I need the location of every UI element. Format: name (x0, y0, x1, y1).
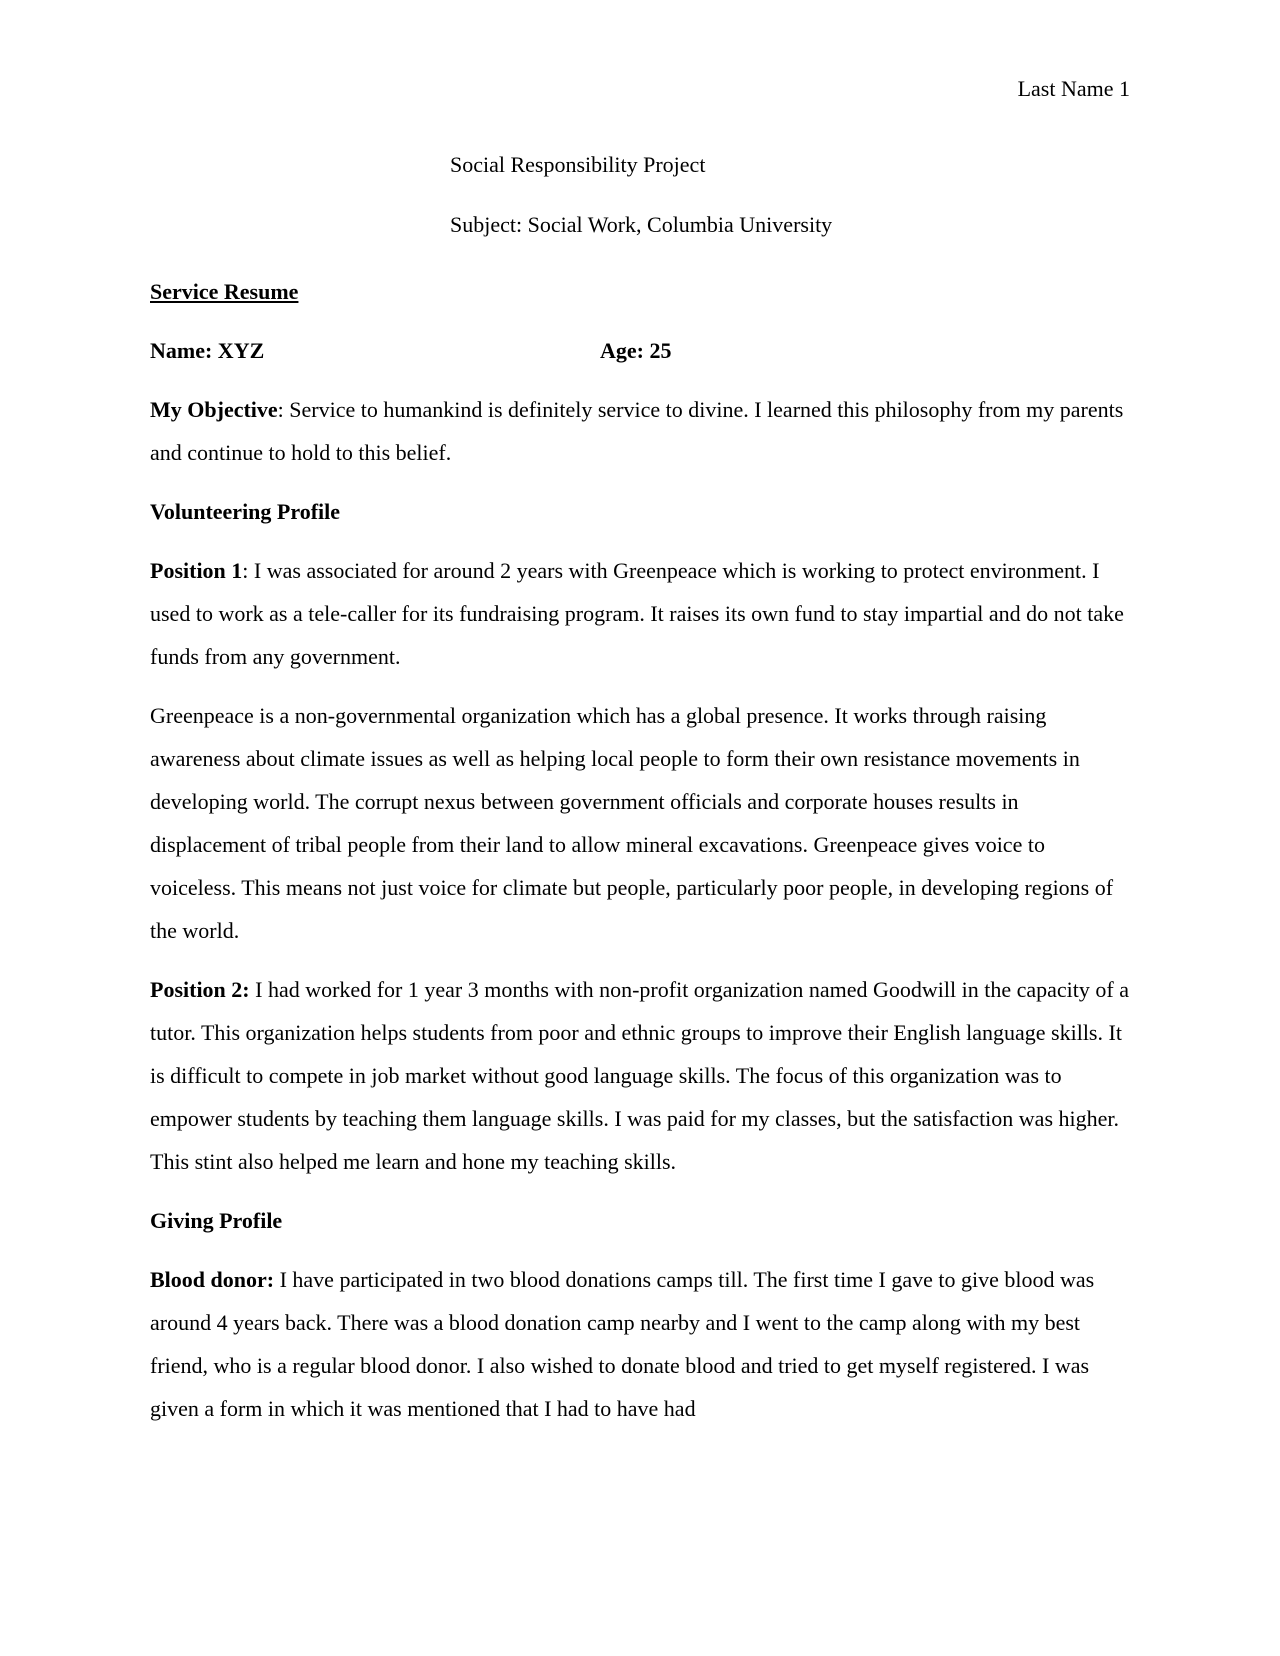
project-title: Social Responsibility Project (450, 152, 706, 177)
position1-paragraph (150, 549, 1130, 678)
position2-paragraph (150, 968, 1130, 1183)
service-resume-heading: Service Resume (150, 279, 299, 304)
greenpeace-paragraph: Greenpeace is a non-governmental organization which has a global presence. It works through raising awareness about climate issues as well as helping local people to form their own resistance movements in developing world. The corrupt nexus between government officials and corporate houses results in displacement of tribal people from their land to allow mineral excavations. Greenpeace gives voice to voiceless. This means not just voice for climate but people, particularly poor people, in developing regions of the world. (150, 703, 1114, 943)
objective-paragraph (150, 388, 1130, 474)
blood-donor-label: Blood donor: (150, 1267, 275, 1292)
objective-text: : Service to humankind is definitely service to divine. I learned this philosophy from my parents and continue to hold to this belief. (150, 397, 1124, 465)
subject-line: Subject: Social Work, Columbia University (450, 212, 833, 237)
name-field: Name: XYZ (150, 338, 265, 363)
running-header: Last Name 1 (1017, 76, 1130, 101)
age-field: Age: 25 (600, 338, 672, 363)
objective-label: My Objective (150, 397, 278, 422)
position2-text: I had worked for 1 year 3 months with non-profit organization named Goodwill in the capacity of a tutor. This organization helps students from poor and ethnic groups to improve their English language skills. It is difficult to compete in job market without good language skills. The focus of this organization was to empower students by teaching them language skills. I was paid for my classes, but the satisfaction was higher. This stint also helped me learn and hone my teaching skills. (150, 977, 1129, 1174)
name-age-row (150, 329, 1130, 372)
volunteering-heading: Volunteering Profile (150, 499, 341, 524)
position2-label: Position 2: (150, 977, 250, 1002)
position1-label: Position 1 (150, 558, 243, 583)
title-block (450, 150, 832, 270)
position1-text: : I was associated for around 2 years with Greenpeace which is working to protect environment. I used to work as a tele-caller for its fundraising program. It raises its own fund to stay impartial and do not take funds from any government. (150, 558, 1124, 669)
document-body (150, 270, 1130, 1446)
blood-donor-text: I have participated in two blood donations camps till. The first time I gave to give blood was around 4 years back. There was a blood donation camp nearby and I went to the camp along with my best friend, who is a regular blood donor. I also wished to donate blood and tried to get myself registered. I was given a form in which it was mentioned that I had to have had (150, 1267, 1095, 1421)
blood-donor-paragraph (150, 1258, 1130, 1430)
giving-heading: Giving Profile (150, 1208, 283, 1233)
